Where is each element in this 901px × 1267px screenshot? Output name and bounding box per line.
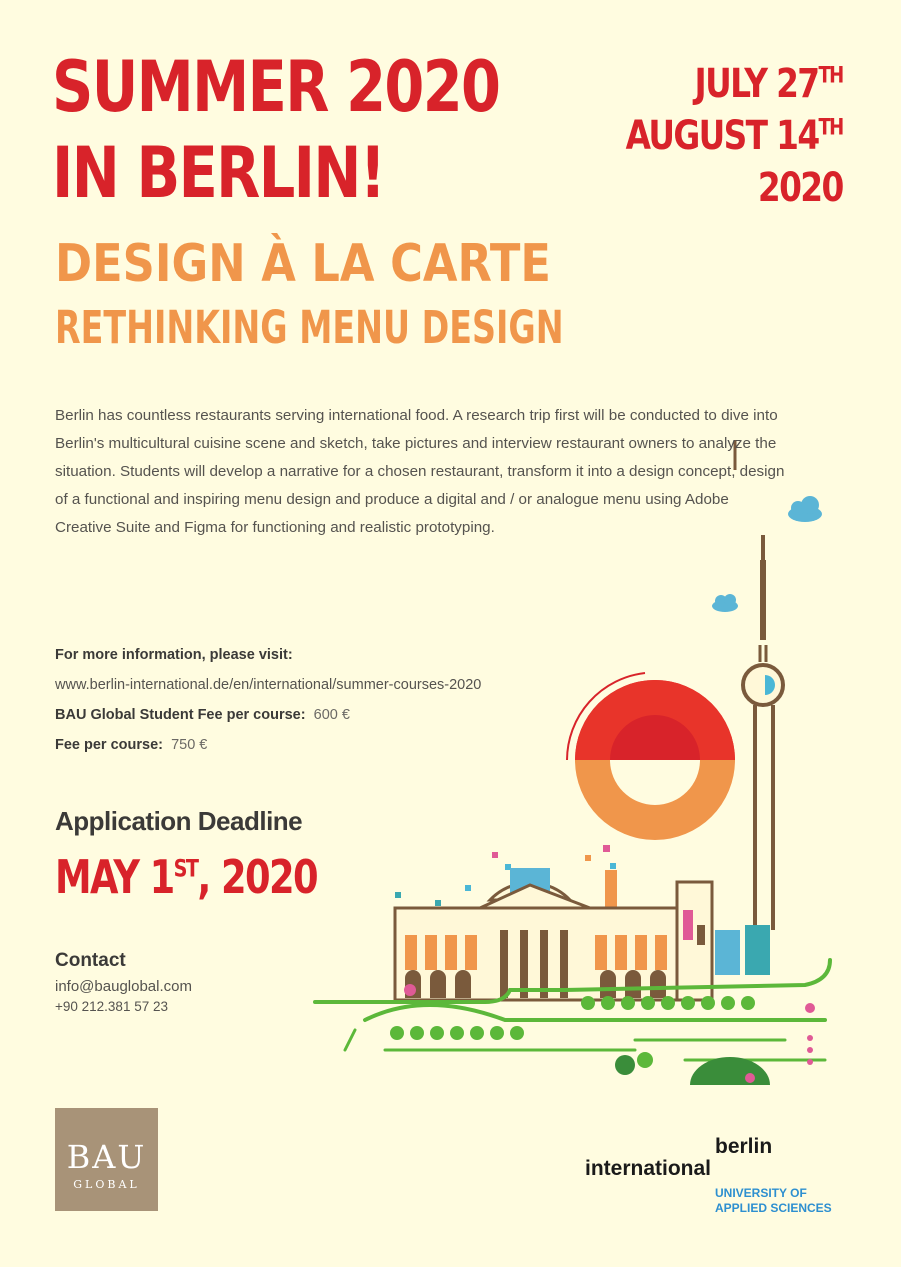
end-date: AUGUST 14TH	[626, 113, 843, 159]
info-url-link[interactable]: www.berlin-international.de/en/international/summer-courses-2020	[55, 677, 482, 693]
course-dates	[578, 58, 843, 214]
bau-fee-value: 600 €	[313, 707, 350, 723]
poster: SUMMER 2020 IN BERLIN! DESIGN À LA CARTE RETHINKING MENU DESIGN JULY 27TH AUGUST 14TH 2020 Berlin has countless restaurants serving international food. A research trip first will be conducted to dive into Berlin's multicultural cuisine scene and sketch, take pictures and interview restaurant owners to analyze the situation. Students will develop a narrative for a chosen restaurant, transform it into a design concept, design of a functional and inspiring menu design and produce a digital and / or analogue menu using Adobe Creative Suite and Figma for functioning and realistic prototyping. For more information, please visit: www.berlin-international.de/en/international/summer-courses-2020 BAU Global Student Fee per course: 600 € Fee per course: 750 € Application Deadline MAY 1ST, 2020 Contact info@bauglobal.com +90 212.381 57 23 BAU GLOBAL berlin international UNIVERSITY OF APPLIED SCIENCES	[0, 0, 901, 1267]
headline-berlin: IN BERLIN!	[52, 132, 385, 214]
contact-email[interactable]: info@bauglobal.com	[55, 978, 192, 995]
fee-value: 750 €	[171, 737, 208, 753]
deadline-label: Application Deadline	[55, 806, 303, 836]
bau-fee-label: BAU Global Student Fee per course:	[55, 707, 306, 723]
year: 2020	[758, 165, 843, 211]
contact-label: Contact	[55, 950, 126, 971]
ring-shape	[567, 673, 735, 840]
headline-summer: SUMMER 2020	[52, 46, 500, 128]
bau-global-logo: BAU GLOBAL	[55, 1108, 158, 1211]
cloud-icon	[712, 594, 738, 612]
cloud-icon	[788, 496, 822, 522]
reichstag-building	[395, 868, 770, 1000]
course-description: Berlin has countless restaurants serving international food. A research trip first will be conducted to dive into Berlin's multicultural cuisine scene and sketch, take pictures and interview restaurant owners to analyze the situation. Students will develop a narrative for a chosen restaurant, transform it into a design concept, design of a functional and inspiring menu design and produce a digital and / or analogue menu using Adobe Creative Suite and Figma for functioning and realistic prototyping.	[55, 407, 785, 536]
start-date: JULY 27TH	[694, 61, 843, 107]
dots	[807, 1035, 813, 1065]
contact-phone[interactable]: +90 212.381 57 23	[55, 999, 168, 1014]
contact-section	[55, 950, 192, 1014]
course-title: DESIGN À LA CARTE	[55, 234, 551, 294]
info-visit-label: For more information, please visit:	[55, 647, 293, 663]
deadline-date: MAY 1ST, 2020	[55, 850, 317, 904]
fee-label: Fee per course:	[55, 737, 163, 753]
course-subtitle: RETHINKING MENU DESIGN	[55, 301, 564, 354]
info-section	[55, 640, 481, 760]
